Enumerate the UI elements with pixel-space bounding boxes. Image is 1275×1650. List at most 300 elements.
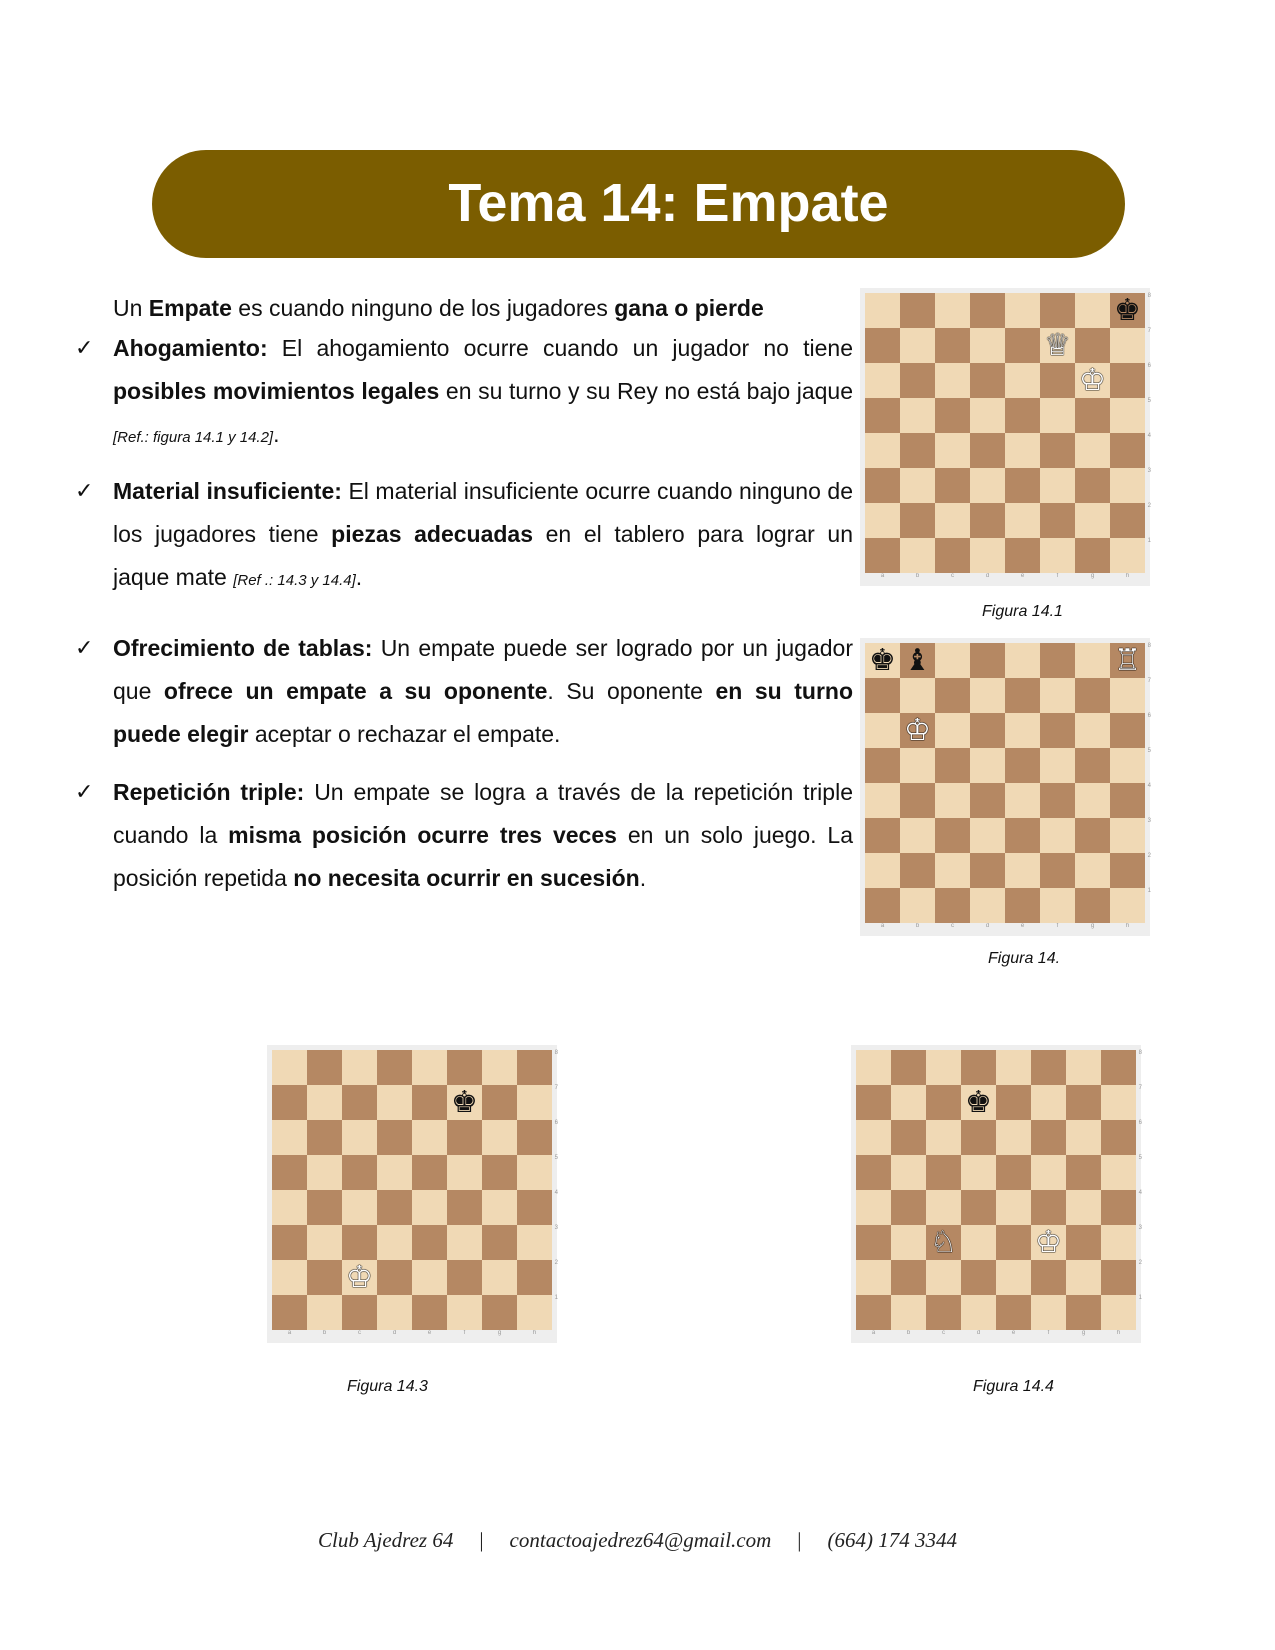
file-label: h [532, 1330, 537, 1336]
file-label: a [880, 573, 885, 579]
square-g5 [1066, 1155, 1101, 1190]
square-h5 [1110, 748, 1145, 783]
square-g7 [482, 1085, 517, 1120]
square-h1 [1101, 1295, 1136, 1330]
item-text: Un empate puede ser logrado por un jugador que [113, 635, 853, 704]
intro-text: Un [113, 295, 149, 321]
square-f5 [1040, 398, 1075, 433]
square-f1 [1040, 538, 1075, 573]
rank-labels [1139, 1050, 1142, 1330]
file-labels [865, 573, 1145, 581]
square-e1 [1005, 888, 1040, 923]
square-g7 [1066, 1085, 1101, 1120]
square-a7 [272, 1085, 307, 1120]
square-e1 [412, 1295, 447, 1330]
square-e6 [1005, 713, 1040, 748]
file-label: c [951, 923, 954, 929]
square-h5 [1101, 1155, 1136, 1190]
white-king-icon: ♔ [1035, 1224, 1062, 1260]
square-h5 [517, 1155, 552, 1190]
square-c1 [342, 1295, 377, 1330]
square-a6 [272, 1120, 307, 1155]
white-king-icon: ♔ [346, 1259, 373, 1295]
file-label: a [287, 1330, 292, 1336]
white-knight-icon: ♘ [930, 1224, 957, 1260]
square-c6 [926, 1120, 961, 1155]
square-h8 [517, 1050, 552, 1085]
rank-label: 3 [554, 1225, 558, 1231]
rank-label: 5 [1138, 1155, 1142, 1161]
item-material-insuficiente [75, 470, 853, 602]
figure-caption: Figura 14.4 [973, 1378, 1054, 1395]
board-grid [865, 293, 1145, 573]
rank-label: 7 [554, 1085, 558, 1091]
square-b2 [900, 853, 935, 888]
item-bold: misma posición ocurre tres veces [228, 822, 617, 848]
square-b7 [307, 1085, 342, 1120]
square-b6 [900, 363, 935, 398]
square-d6 [377, 1120, 412, 1155]
footer [0, 1528, 1275, 1553]
item-text: Un empate se logra a través de la repetición triple cuando la [113, 779, 853, 848]
rank-label: 5 [1147, 748, 1151, 754]
item-repeticion-triple [75, 771, 854, 900]
rank-label: 7 [1147, 678, 1151, 684]
square-b3 [900, 468, 935, 503]
square-e7 [996, 1085, 1031, 1120]
square-a7 [865, 678, 900, 713]
square-c3 [935, 818, 970, 853]
square-b7 [900, 328, 935, 363]
item-bold: no necesita ocurrir en sucesión [293, 865, 640, 891]
item-lead: Ahogamiento: [113, 335, 268, 361]
square-c3 [935, 468, 970, 503]
rank-label: 2 [554, 1260, 558, 1266]
square-a3 [865, 468, 900, 503]
board-grid [865, 643, 1145, 923]
square-b5 [900, 748, 935, 783]
square-e8 [1005, 293, 1040, 328]
square-a5 [865, 748, 900, 783]
square-g5 [1075, 748, 1110, 783]
square-e3 [996, 1225, 1031, 1260]
square-d3 [377, 1225, 412, 1260]
square-c8 [926, 1050, 961, 1085]
square-e8 [412, 1050, 447, 1085]
item-text: en su turno y su Rey no está bajo jaque [439, 378, 853, 404]
square-b5 [891, 1155, 926, 1190]
chessboard-figure-14-1 [860, 288, 1150, 586]
file-label: g [1081, 1330, 1086, 1336]
square-d4 [970, 433, 1005, 468]
item-lead: Material insuficiente: [113, 478, 342, 504]
file-labels [272, 1330, 552, 1338]
square-f8 [1040, 293, 1075, 328]
square-h8 [1101, 1050, 1136, 1085]
square-c5 [342, 1155, 377, 1190]
rank-label: 2 [1147, 853, 1151, 859]
rank-label: 6 [1147, 363, 1151, 369]
chessboard-figure-14-3 [267, 1045, 557, 1343]
square-f2 [447, 1260, 482, 1295]
chessboard-figure-14-2 [860, 638, 1150, 936]
checkmark-icon: ✓ [75, 336, 94, 361]
square-h3 [517, 1225, 552, 1260]
rank-label: 5 [1147, 398, 1151, 404]
square-e5 [412, 1155, 447, 1190]
square-h1 [517, 1295, 552, 1330]
square-h4 [1110, 783, 1145, 818]
square-h2 [1110, 503, 1145, 538]
square-f8 [1040, 643, 1075, 678]
square-d8 [377, 1050, 412, 1085]
square-a1 [856, 1295, 891, 1330]
checkmark-icon: ✓ [75, 636, 94, 661]
item-text: . Su oponente [547, 678, 716, 704]
square-c5 [935, 398, 970, 433]
square-b3 [307, 1225, 342, 1260]
square-e4 [412, 1190, 447, 1225]
square-d7 [961, 1085, 996, 1120]
square-a7 [865, 328, 900, 363]
intro-bold-empate: Empate [148, 295, 232, 321]
square-b2 [307, 1260, 342, 1295]
square-g7 [1075, 678, 1110, 713]
square-f3 [1040, 818, 1075, 853]
file-label: d [976, 1330, 981, 1336]
square-d8 [970, 643, 1005, 678]
item-text: en un solo juego. La posición repetida [113, 822, 854, 891]
square-g8 [1075, 643, 1110, 678]
square-e1 [1005, 538, 1040, 573]
square-f2 [1040, 503, 1075, 538]
square-d5 [970, 398, 1005, 433]
square-h3 [1101, 1225, 1136, 1260]
file-label: e [1020, 923, 1025, 929]
square-f1 [447, 1295, 482, 1330]
square-f5 [1031, 1155, 1066, 1190]
black-king-icon: ♚ [451, 1084, 478, 1120]
file-label: f [1056, 573, 1059, 579]
square-e5 [1005, 398, 1040, 433]
rank-label: 4 [1147, 783, 1151, 789]
square-h2 [517, 1260, 552, 1295]
square-c2 [935, 853, 970, 888]
file-label: g [1090, 573, 1095, 579]
rank-label: 7 [1138, 1085, 1142, 1091]
item-reference: [Ref .: 14.3 y 14.4] [233, 572, 356, 589]
square-e6 [1005, 363, 1040, 398]
square-h7 [1110, 328, 1145, 363]
square-d1 [377, 1295, 412, 1330]
square-h5 [1110, 398, 1145, 433]
square-f6 [1040, 363, 1075, 398]
board-grid [272, 1050, 552, 1330]
file-label: b [906, 1330, 911, 1336]
item-text: El ahogamiento ocurre cuando un jugador no tiene [267, 335, 853, 361]
square-g1 [1075, 888, 1110, 923]
item-text: . [355, 564, 363, 590]
square-d7 [970, 678, 1005, 713]
square-h6 [517, 1120, 552, 1155]
square-a6 [865, 713, 900, 748]
square-g3 [1066, 1225, 1101, 1260]
square-f1 [1040, 888, 1075, 923]
square-c3 [342, 1225, 377, 1260]
rank-labels [1148, 643, 1151, 923]
square-f6 [1040, 713, 1075, 748]
square-c7 [935, 678, 970, 713]
square-d4 [970, 783, 1005, 818]
square-g1 [482, 1295, 517, 1330]
square-b4 [900, 433, 935, 468]
square-a1 [865, 888, 900, 923]
square-f7 [1040, 328, 1075, 363]
square-g8 [1066, 1050, 1101, 1085]
rank-labels [555, 1050, 558, 1330]
square-f8 [1031, 1050, 1066, 1085]
square-h2 [1110, 853, 1145, 888]
square-c4 [342, 1190, 377, 1225]
item-bold: piezas adecuadas [331, 521, 534, 547]
square-h4 [517, 1190, 552, 1225]
square-f4 [447, 1190, 482, 1225]
item-ahogamiento [75, 327, 853, 459]
file-label: c [358, 1330, 361, 1336]
file-label: h [1125, 573, 1130, 579]
file-labels [865, 923, 1145, 931]
square-a6 [856, 1120, 891, 1155]
square-a4 [865, 783, 900, 818]
square-d2 [377, 1260, 412, 1295]
square-e8 [1005, 643, 1040, 678]
black-king-icon: ♚ [1114, 292, 1141, 328]
square-f3 [1040, 468, 1075, 503]
square-c2 [342, 1260, 377, 1295]
square-c1 [935, 888, 970, 923]
square-e4 [1005, 433, 1040, 468]
square-d2 [970, 503, 1005, 538]
square-a1 [272, 1295, 307, 1330]
figure-caption: Figura 14. [988, 950, 1061, 967]
square-b2 [900, 503, 935, 538]
rank-label: 2 [1138, 1260, 1142, 1266]
square-g7 [1075, 328, 1110, 363]
chessboard-figure-14-4 [851, 1045, 1141, 1343]
rank-label: 6 [1147, 713, 1151, 719]
square-d6 [970, 363, 1005, 398]
square-e7 [1005, 328, 1040, 363]
rank-label: 7 [1147, 328, 1151, 334]
square-d7 [377, 1085, 412, 1120]
square-b1 [900, 888, 935, 923]
board-grid [856, 1050, 1136, 1330]
square-g5 [1075, 398, 1110, 433]
square-d6 [970, 713, 1005, 748]
square-d1 [970, 888, 1005, 923]
file-label: g [1090, 923, 1095, 929]
square-e4 [1005, 783, 1040, 818]
rank-label: 6 [1138, 1120, 1142, 1126]
rank-label: 1 [1147, 538, 1151, 544]
rank-label: 8 [1147, 293, 1151, 299]
square-g3 [1075, 468, 1110, 503]
square-b4 [900, 783, 935, 818]
square-b1 [900, 538, 935, 573]
item-lead: Repetición triple: [113, 779, 305, 805]
rank-label: 3 [1138, 1225, 1142, 1231]
white-queen-icon: ♕ [1044, 327, 1071, 363]
checkmark-icon: ✓ [75, 780, 94, 805]
figure-caption: Figura 14.3 [347, 1378, 428, 1395]
rank-label: 1 [1147, 888, 1151, 894]
square-c1 [926, 1295, 961, 1330]
square-c4 [935, 433, 970, 468]
square-d2 [961, 1260, 996, 1295]
white-king-icon: ♔ [1079, 362, 1106, 398]
square-f7 [1040, 678, 1075, 713]
rank-label: 4 [1147, 433, 1151, 439]
square-f5 [447, 1155, 482, 1190]
square-h8 [1110, 293, 1145, 328]
square-e2 [1005, 853, 1040, 888]
item-text: . [273, 421, 280, 447]
footer-separator: | [479, 1528, 484, 1552]
square-a7 [856, 1085, 891, 1120]
item-text: en el tablero para lograr un jaque mate [113, 521, 853, 590]
square-h4 [1101, 1190, 1136, 1225]
square-g1 [1075, 538, 1110, 573]
square-h6 [1110, 363, 1145, 398]
square-c8 [935, 293, 970, 328]
square-g3 [1075, 818, 1110, 853]
square-f4 [1031, 1190, 1066, 1225]
square-e4 [996, 1190, 1031, 1225]
rank-label: 8 [1147, 643, 1151, 649]
square-a3 [865, 818, 900, 853]
square-e3 [1005, 468, 1040, 503]
square-f3 [447, 1225, 482, 1260]
rank-label: 4 [1138, 1190, 1142, 1196]
square-e5 [996, 1155, 1031, 1190]
square-b4 [307, 1190, 342, 1225]
file-label: a [880, 923, 885, 929]
square-a1 [865, 538, 900, 573]
white-king-icon: ♔ [904, 712, 931, 748]
rank-label: 3 [1147, 818, 1151, 824]
file-label: b [915, 923, 920, 929]
file-label: g [497, 1330, 502, 1336]
square-e3 [412, 1225, 447, 1260]
rank-label: 1 [1138, 1295, 1142, 1301]
rank-label: 8 [554, 1050, 558, 1056]
square-c6 [342, 1120, 377, 1155]
square-e5 [1005, 748, 1040, 783]
square-h1 [1110, 888, 1145, 923]
square-g6 [1075, 713, 1110, 748]
square-f2 [1031, 1260, 1066, 1295]
white-rook-icon: ♖ [1114, 642, 1141, 678]
square-h3 [1110, 468, 1145, 503]
square-h7 [1110, 678, 1145, 713]
square-h3 [1110, 818, 1145, 853]
square-a5 [272, 1155, 307, 1190]
square-e8 [996, 1050, 1031, 1085]
square-c6 [935, 363, 970, 398]
item-bold: posibles movimientos legales [113, 378, 440, 404]
file-labels [856, 1330, 1136, 1338]
square-h7 [517, 1085, 552, 1120]
square-c4 [926, 1190, 961, 1225]
square-c7 [926, 1085, 961, 1120]
square-a4 [865, 433, 900, 468]
file-label: c [951, 573, 954, 579]
item-bold: ofrece un empate a su oponente [163, 678, 548, 704]
square-f2 [1040, 853, 1075, 888]
square-g6 [1066, 1120, 1101, 1155]
file-label: e [1020, 573, 1025, 579]
square-a8 [865, 643, 900, 678]
square-g1 [1066, 1295, 1101, 1330]
item-text: aceptar o rechazar el empate. [248, 721, 561, 747]
square-e2 [996, 1260, 1031, 1295]
square-g6 [482, 1120, 517, 1155]
title-banner [152, 150, 1125, 258]
figure-caption: Figura 14.1 [982, 603, 1063, 620]
item-ofrecimiento-de-tablas [75, 627, 853, 756]
square-b1 [891, 1295, 926, 1330]
black-bishop-icon: ♝ [904, 642, 931, 678]
square-e7 [1005, 678, 1040, 713]
square-e1 [996, 1295, 1031, 1330]
square-d3 [970, 468, 1005, 503]
checkmark-icon: ✓ [75, 479, 94, 504]
item-text: . [639, 865, 647, 891]
square-d2 [970, 853, 1005, 888]
square-b8 [900, 293, 935, 328]
square-f6 [447, 1120, 482, 1155]
rank-label: 8 [1138, 1050, 1142, 1056]
square-g2 [1075, 503, 1110, 538]
footer-email: contactoajedrez64@gmail.com [509, 1528, 772, 1552]
square-b7 [891, 1085, 926, 1120]
square-a5 [865, 398, 900, 433]
file-label: e [427, 1330, 432, 1336]
square-a3 [856, 1225, 891, 1260]
square-g2 [482, 1260, 517, 1295]
square-g4 [1066, 1190, 1101, 1225]
square-g8 [482, 1050, 517, 1085]
file-label: e [1011, 1330, 1016, 1336]
square-g4 [482, 1190, 517, 1225]
square-a5 [856, 1155, 891, 1190]
square-f3 [1031, 1225, 1066, 1260]
intro-paragraph [113, 288, 853, 328]
rank-label: 5 [554, 1155, 558, 1161]
rank-labels [1148, 293, 1151, 573]
file-label: f [463, 1330, 466, 1336]
square-c3 [926, 1225, 961, 1260]
square-d6 [961, 1120, 996, 1155]
square-d4 [377, 1190, 412, 1225]
square-a8 [272, 1050, 307, 1085]
square-e7 [412, 1085, 447, 1120]
square-d7 [970, 328, 1005, 363]
file-label: f [1056, 923, 1059, 929]
square-c8 [935, 643, 970, 678]
black-king-icon: ♚ [869, 642, 896, 678]
square-f1 [1031, 1295, 1066, 1330]
